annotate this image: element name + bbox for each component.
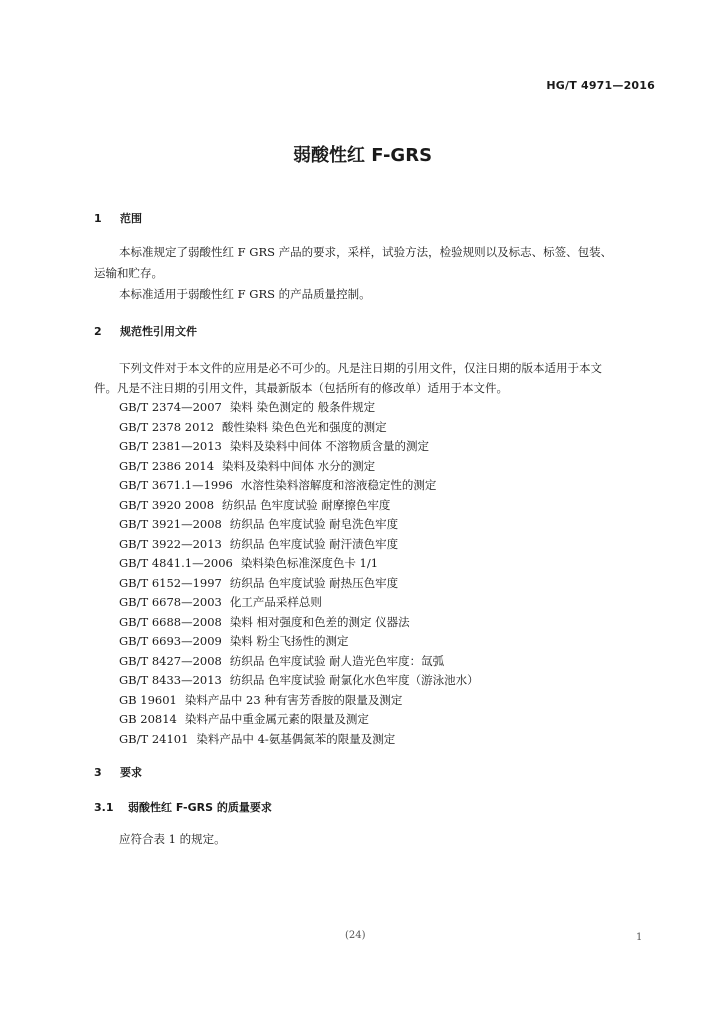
reference-code: GB 20814: [119, 712, 177, 726]
section-1-heading: [94, 210, 142, 226]
reference-title: 纺织品 色牢度试验 耐皂洗色牢度: [229, 517, 399, 531]
reference-item: [119, 457, 479, 477]
scope-paragraph-line: 运输和贮存。: [94, 266, 163, 280]
reference-title: 染料染色标准深度色卡 1/1: [240, 556, 379, 570]
reference-item: [119, 535, 479, 555]
reference-code: GB/T 3920 2008: [119, 497, 215, 512]
reference-item: [119, 613, 479, 633]
reference-item: [119, 437, 479, 457]
reference-item: [119, 418, 479, 438]
reference-code: GB/T 8427—2008: [119, 653, 222, 668]
page-number: 1: [636, 932, 643, 943]
reference-code: GB/T 3921—2008: [119, 517, 222, 531]
requirements-text: 应符合表 1 的规定。: [119, 832, 226, 846]
section-3-heading: [94, 764, 142, 780]
reference-code: GB/T 6688—2008: [119, 614, 222, 629]
section-title: 范围: [120, 212, 142, 225]
subsection-3-1-heading: [94, 799, 272, 815]
section-number: 1: [94, 212, 102, 225]
reference-code: GB/T 6152—1997: [119, 575, 222, 590]
footer-code: (24): [345, 930, 366, 941]
reference-code: GB/T 2386 2014: [119, 458, 215, 473]
reference-title: 酸性染料 染色色光和强度的测定: [222, 419, 387, 434]
scope-paragraph-2: 本标准适用于弱酸性红 F GRS 的产品质量控制。: [119, 287, 371, 301]
reference-code: GB/T 2378 2012: [119, 419, 215, 434]
reference-title: 纺织品 色牢度试验 耐热压色牢度: [229, 575, 399, 590]
reference-list: [119, 398, 479, 749]
subsection-number: 3.1: [94, 801, 114, 814]
reference-title: 化工产品采样总则: [229, 595, 322, 609]
reference-item: [119, 515, 479, 535]
section-number: 3: [94, 766, 102, 779]
reference-item: [119, 398, 479, 418]
reference-title: 染料 染色测定的 般条件规定: [229, 400, 376, 414]
subsection-title: 弱酸性红 F-GRS 的质量要求: [128, 801, 272, 814]
reference-code: GB/T 4841.1—2006: [119, 556, 233, 570]
reference-title: 染料及染料中间体 不溶物质含量的测定: [229, 439, 430, 453]
reference-item: [119, 691, 479, 711]
reference-title: 纺织品 色牢度试验 耐氯化水色牢度（游泳池水）: [229, 673, 479, 687]
section-2-heading: [94, 323, 197, 339]
reference-item: [119, 652, 479, 672]
reference-title: 纺织品 色牢度试验 耐人造光色牢度：氙弧: [229, 653, 445, 668]
reference-title: 染料 粉尘飞扬性的测定: [229, 634, 349, 648]
reference-item: [119, 671, 479, 691]
reference-title: 染料产品中重金属元素的限量及测定: [184, 712, 369, 726]
reference-item: [119, 554, 479, 574]
reference-code: GB 19601: [119, 692, 177, 707]
reference-title: 染料产品中 4-氨基偶氮苯的限量及测定: [196, 731, 396, 746]
reference-code: GB/T 3671.1—1996: [119, 478, 233, 492]
reference-item: [119, 710, 479, 730]
reference-code: GB/T 24101: [119, 731, 189, 746]
reference-title: 纺织品 色牢度试验 耐摩擦色牢度: [222, 497, 391, 512]
reference-item: [119, 730, 479, 750]
standard-number: HG/T 4971—2016: [546, 79, 655, 92]
references-intro-line: 件。凡是不注日期的引用文件，其最新版本（包括所有的修改单）适用于本文件。: [94, 381, 508, 395]
reference-item: [119, 593, 479, 613]
reference-title: 纺织品 色牢度试验 耐汗渍色牢度: [229, 536, 399, 551]
reference-code: GB/T 2381—2013: [119, 439, 222, 453]
reference-code: GB/T 6693—2009: [119, 634, 222, 648]
document-title: 弱酸性红 F-GRS: [292, 145, 433, 166]
references-intro-line: 下列文件对于本文件的应用是必不可少的。凡是注日期的引用文件，仅注日期的版本适用于本文: [119, 361, 602, 375]
reference-title: 染料 相对强度和色差的测定 仪器法: [229, 614, 410, 629]
reference-item: [119, 632, 479, 652]
section-title: 要求: [120, 766, 142, 779]
reference-code: GB/T 6678—2003: [119, 595, 222, 609]
reference-title: 水溶性染料溶解度和溶液稳定性的测定: [240, 478, 437, 492]
reference-title: 染料及染料中间体 水分的测定: [222, 458, 376, 473]
reference-item: [119, 476, 479, 496]
reference-title: 染料产品中 23 种有害芳香胺的限量及测定: [184, 692, 403, 707]
reference-code: GB/T 2374—2007: [119, 400, 222, 414]
section-title: 规范性引用文件: [120, 325, 197, 338]
reference-item: [119, 496, 479, 516]
reference-code: GB/T 3922—2013: [119, 536, 222, 551]
reference-code: GB/T 8433—2013: [119, 673, 222, 687]
reference-item: [119, 574, 479, 594]
section-number: 2: [94, 325, 102, 338]
scope-paragraph-line: 本标准规定了弱酸性红 F GRS 产品的要求，采样，试验方法，检验规则以及标志、标签、包装、: [119, 245, 613, 259]
